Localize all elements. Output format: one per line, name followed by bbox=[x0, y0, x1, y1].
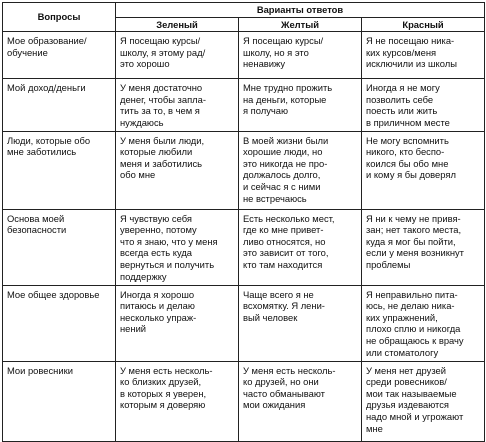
row-label-cell bbox=[3, 131, 116, 209]
yellow-answer: У меня есть несколь- ко друзей, но они часто обманывают мои ожидания bbox=[243, 364, 336, 411]
green-answer-cell bbox=[116, 79, 239, 131]
table-row bbox=[3, 209, 485, 285]
yellow-answer: Я посещаю курсы/ школу, но я это ненавижу bbox=[243, 35, 324, 70]
red-answer: Иногда я не могу позволить себе поесть или жить в приличном месте bbox=[366, 82, 450, 128]
red-answer-cell bbox=[362, 79, 485, 131]
red-column-header: Красный bbox=[362, 17, 485, 32]
row-label-cell bbox=[3, 32, 116, 79]
red-answer: Я неправильно пита- юсь, не делаю ника- ких упражнений, плохо сплю и никогда не обращаюсь к врачу или стоматологу bbox=[366, 288, 464, 358]
row-label: Мой доход/деньги bbox=[7, 82, 86, 94]
green-column-header: Зеленый bbox=[116, 17, 239, 32]
row-label: Люди, которые обо мне заботились bbox=[7, 134, 91, 158]
red-answer-cell bbox=[362, 285, 485, 361]
red-answer-cell bbox=[362, 32, 485, 79]
red-answer: Я ни к чему не привя- зан; нет такого места, куда я мог бы пойти, если у меня возникнут проблемы bbox=[366, 212, 464, 270]
answers-header: Варианты ответов bbox=[116, 3, 485, 18]
row-label-cell bbox=[3, 285, 116, 361]
yellow-answer: В моей жизни были хорошие люди, но это никогда не про- должалось долго, и сейчас я с ними не встречаюсь bbox=[243, 134, 329, 204]
yellow-answer-cell bbox=[239, 131, 362, 209]
table-row bbox=[3, 361, 485, 441]
table-row bbox=[3, 32, 485, 79]
row-label: Мои ровесники bbox=[7, 364, 73, 376]
green-answer-cell bbox=[116, 32, 239, 79]
green-answer-cell bbox=[116, 285, 239, 361]
green-answer: У меня достаточно денег, чтобы запла- тить за то, в чем я нуждаюсь bbox=[120, 82, 206, 128]
answer-options-table bbox=[2, 2, 485, 442]
green-answer-cell bbox=[116, 131, 239, 209]
green-answer-cell bbox=[116, 209, 239, 285]
yellow-answer-cell bbox=[239, 285, 362, 361]
red-answer: Я не посещаю ника- ких курсов/меня исключили из школы bbox=[366, 35, 457, 70]
yellow-answer-cell bbox=[239, 32, 362, 79]
row-label-cell bbox=[3, 209, 116, 285]
yellow-answer: Чаще всего я не всхомятку. Я лени- вый человек bbox=[243, 288, 325, 323]
table-row bbox=[3, 79, 485, 131]
yellow-answer-cell bbox=[239, 209, 362, 285]
yellow-answer: Мне трудно прожить на деньги, которые я получаю bbox=[243, 82, 333, 117]
table-row bbox=[3, 131, 485, 209]
red-answer: У меня нет друзей среди ровесников/ мои так называемые друзья издеваются надо мной и угрожают мне bbox=[366, 364, 464, 434]
red-answer: Не могу вспомнить никого, кто беспо- коился бы обо мне и кому я бы доверял bbox=[366, 134, 456, 181]
row-label: Мое образование/ обучение bbox=[7, 35, 87, 58]
yellow-column-header: Желтый bbox=[239, 17, 362, 32]
yellow-answer-cell bbox=[239, 79, 362, 131]
questions-header: Вопросы bbox=[3, 3, 116, 32]
red-answer-cell bbox=[362, 361, 485, 441]
green-answer-cell bbox=[116, 361, 239, 441]
green-answer: У меня есть несколь- ко близких друзей, в которых я уверен, которым я доверяю bbox=[120, 364, 213, 411]
row-label: Мое общее здоровье bbox=[7, 288, 100, 300]
table-row bbox=[3, 285, 485, 361]
answer-options-table-wrapper bbox=[2, 2, 484, 438]
row-label: Основа моей безопасности bbox=[7, 212, 67, 236]
green-answer: Я чувствую себя уверенно, потому что я знаю, что у меня всегда есть куда вернуться и получить поддержку bbox=[120, 212, 218, 282]
green-answer: У меня были люди, которые любили меня и заботились обо мне bbox=[120, 134, 205, 181]
red-answer-cell bbox=[362, 131, 485, 209]
yellow-answer: Есть несколько мест, где ко мне привет- ливо относятся, но это зависит от того, кто там находится bbox=[243, 212, 335, 270]
green-answer: Я посещаю курсы/ школу, я этому рад/ это хорошо bbox=[120, 35, 206, 70]
row-label-cell bbox=[3, 361, 116, 441]
green-answer: Иногда я хорошо питаюсь и делаю несколько упраж- нений bbox=[120, 288, 197, 335]
red-answer-cell bbox=[362, 209, 485, 285]
row-label-cell bbox=[3, 79, 116, 131]
yellow-answer-cell bbox=[239, 361, 362, 441]
